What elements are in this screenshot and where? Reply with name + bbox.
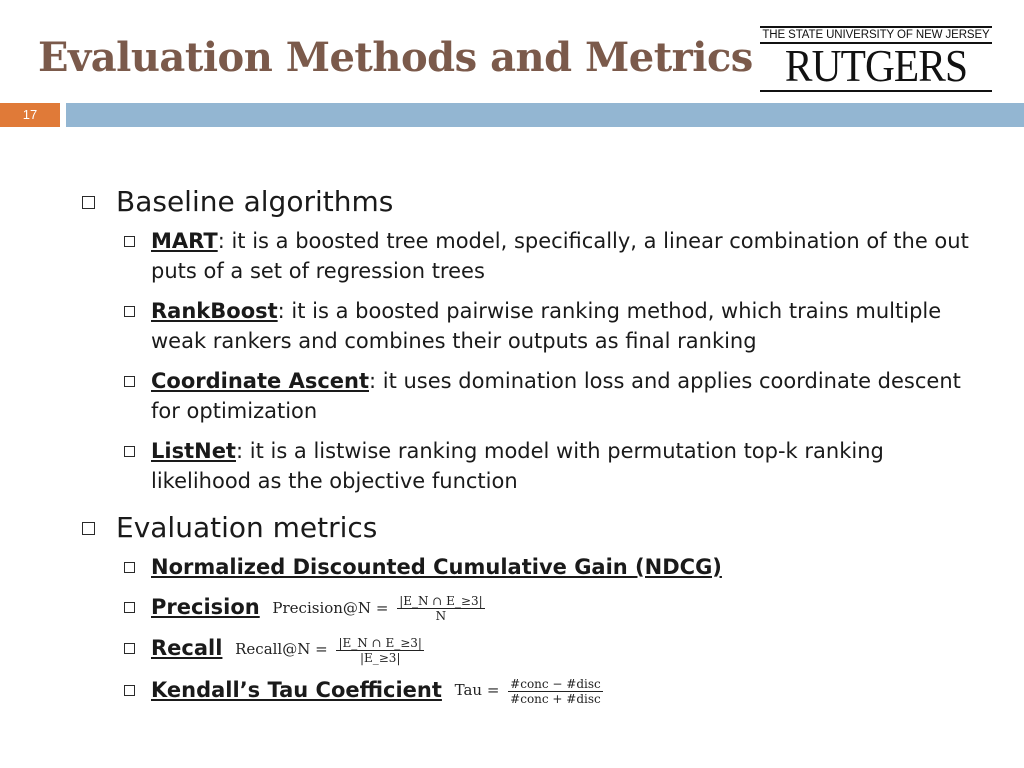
term-recall: Recall [151,636,223,661]
square-bullet-icon [124,376,135,387]
formula-fraction [508,677,603,706]
term-precision: Precision [151,595,260,619]
desc-coordinate-ascent: : it uses domination loss and applies coordinate descent for optimization [151,369,961,423]
section-heading: Baseline algorithms [116,185,394,218]
list-item-ndcg [80,552,980,582]
square-bullet-icon [124,446,135,457]
term-ndcg: Normalized Discounted Cumulative Gain (NDCG) [151,555,722,579]
list-item-recall [80,633,980,664]
formula-lhs: Tau = [454,681,500,700]
list-item-coordinate-ascent [80,366,980,426]
square-bullet-icon [82,196,95,209]
square-bullet-icon [124,562,135,573]
square-bullet-icon [124,236,135,247]
slide-content [80,180,980,706]
term-kendall-tau: Kendall’s Tau Coefficient [151,677,442,702]
desc-mart: : it is a boosted tree model, specifically, a linear combination of the out puts of a set of regression trees [151,229,969,283]
list-item-kendall-tau [80,675,980,706]
formula-lhs: Recall@N = [235,640,328,658]
precision-formula [272,593,484,624]
formula-numerator: |E_N ∩ E_≥3| [338,635,422,650]
formula-denominator: N [435,609,447,624]
section-metrics [80,510,980,546]
square-bullet-icon [82,522,95,535]
formula-lhs: Precision@N = [272,598,389,617]
term-mart: MART [151,229,218,253]
term-listnet: ListNet [151,439,236,463]
list-item-mart [80,226,980,286]
header-bar [66,103,1024,127]
formula-fraction [397,594,484,623]
square-bullet-icon [124,602,135,613]
logo-rule [760,90,992,92]
list-item-precision [80,592,980,623]
formula-numerator: #conc − #disc [510,676,601,691]
logo-wordmark: RUTGERS [784,41,968,91]
formula-denominator: |E_≥3| [359,650,401,665]
square-bullet-icon [124,685,135,696]
desc-rankboost: : it is a boosted pairwise ranking method, which trains multiple weak rankers and combines their outputs as final ranking [151,299,942,353]
formula-denominator: #conc + #disc [510,691,601,706]
list-item-rankboost [80,296,980,356]
logo-tagline: THE STATE UNIVERSITY OF NEW JERSEY [760,26,992,44]
square-bullet-icon [124,643,135,654]
square-bullet-icon [124,306,135,317]
recall-formula [235,634,424,665]
term-rankboost: RankBoost [151,299,278,323]
section-heading: Evaluation metrics [116,511,378,544]
slide-number: 17 [0,103,60,127]
list-item-listnet [80,436,980,496]
formula-numerator: |E_N ∩ E_≥3| [399,594,483,609]
tau-formula [455,675,603,706]
term-coordinate-ascent: Coordinate Ascent [151,369,369,393]
section-baseline [80,184,980,220]
slide-title: Evaluation Methods and Metrics [38,34,753,81]
rutgers-logo [760,26,992,94]
desc-listnet: : it is a listwise ranking model with permutation top-k ranking likelihood as the objective function [151,439,884,493]
formula-fraction [336,636,423,665]
